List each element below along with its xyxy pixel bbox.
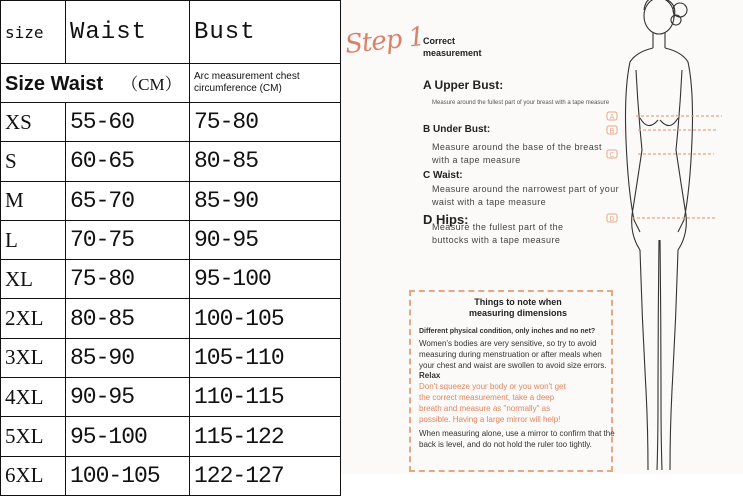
notes-line: your chest and waist are swollen to avoid size errors. [419, 361, 607, 370]
table-header-row [1, 1, 341, 64]
bust-cell: 85-90 [190, 181, 341, 220]
section-body-under-bust: Measure around the base of the breast with a tape measure [432, 142, 602, 165]
subheader-waist [1, 64, 190, 103]
table-row [1, 103, 341, 142]
notes-line: Relax [419, 371, 441, 380]
measurement-guide [341, 0, 743, 474]
table-row [1, 417, 341, 456]
notes-title: Things to note when measuring dimensions [468, 297, 568, 318]
header-waist: Waist [66, 1, 190, 64]
step-caption: Correct measurement [423, 36, 482, 58]
size-cell: S [1, 142, 66, 181]
notes-line: the correct measurement, take a deep [419, 393, 555, 402]
bust-cell: 105-110 [190, 338, 341, 377]
bust-cell: 115-122 [190, 417, 341, 456]
section-body-waist: Measure around the narrowest part of your waist with a tape measure [432, 184, 619, 207]
notes-line: Different physical condition, only inches and no net? [419, 328, 596, 335]
size-cell: 6XL [1, 456, 66, 495]
size-cell: 2XL [1, 299, 66, 338]
section-title-waist: C Waist: [423, 170, 463, 181]
notes-line: Don't squeeze your body or you won't get [419, 382, 566, 391]
size-cell: 5XL [1, 417, 66, 456]
table-row [1, 220, 341, 259]
marker-b: B [609, 128, 615, 135]
table-row [1, 299, 341, 338]
waist-cell: 100-105 [66, 456, 190, 495]
waist-cell: 95-100 [66, 417, 190, 456]
section-title-hips: D Hips: [423, 212, 469, 227]
size-cell: 4XL [1, 378, 66, 417]
notes-line: When measuring alone, use a mirror to confirm that the [419, 429, 615, 438]
upper-bust-note: Measure around the fullest part of your breast with a tape measure [432, 100, 610, 106]
size-cell: XS [1, 103, 66, 142]
bust-cell: 110-115 [190, 378, 341, 417]
bust-cell: 90-95 [190, 220, 341, 259]
bust-cell: 100-105 [190, 299, 341, 338]
step-label: Step 1 [343, 21, 426, 61]
section-body-hips: Measure the fullest part of the buttocks with a tape measure [432, 222, 564, 245]
table-subheader-row [1, 64, 341, 103]
marker-a: A [609, 114, 615, 121]
bust-cell: 80-85 [190, 142, 341, 181]
waist-cell: 80-85 [66, 299, 190, 338]
subheader-bust: Arc measurement chest circumference (CM) [190, 64, 341, 103]
marker-c: C [609, 152, 615, 159]
bust-cell: 75-80 [190, 103, 341, 142]
table-row [1, 181, 341, 220]
section-title-under-bust: B Under Bust: [423, 124, 491, 135]
waist-cell: 60-65 [66, 142, 190, 181]
marker-d: D [609, 216, 615, 223]
table-row [1, 456, 341, 495]
notes-line: Women's bodies are very sensitive, so try to avoid [419, 339, 597, 348]
waist-cell: 75-80 [66, 260, 190, 299]
notes-line: breath and measure as "normally" as [419, 404, 551, 413]
waist-cell: 85-90 [66, 338, 190, 377]
subheader-waist-label: Size Waist [5, 73, 104, 95]
table-row [1, 378, 341, 417]
waist-cell: 70-75 [66, 220, 190, 259]
waist-cell: 55-60 [66, 103, 190, 142]
notes-line: measuring during menstruation or after meals when [419, 350, 602, 359]
size-cell: M [1, 181, 66, 220]
header-size: size [1, 1, 66, 64]
size-cell: XL [1, 260, 66, 299]
table-row [1, 338, 341, 377]
header-bust: Bust [190, 1, 341, 64]
waist-cell: 65-70 [66, 181, 190, 220]
table-row [1, 260, 341, 299]
size-chart-table [0, 0, 340, 489]
body-figure-illustration [596, 0, 743, 474]
size-cell: L [1, 220, 66, 259]
notes-box [409, 290, 613, 472]
subheader-waist-unit: （CM） [121, 75, 182, 94]
size-cell: 3XL [1, 338, 66, 377]
table-row [1, 142, 341, 181]
waist-cell: 90-95 [66, 378, 190, 417]
notes-line: possible. Having a large mirror will help! [419, 415, 561, 424]
notes-line: back is level, and do not hold the ruler too tightly. [419, 440, 592, 449]
bust-cell: 122-127 [190, 456, 341, 495]
section-title-upper-bust: A Upper Bust: [423, 78, 504, 92]
bust-cell: 95-100 [190, 260, 341, 299]
